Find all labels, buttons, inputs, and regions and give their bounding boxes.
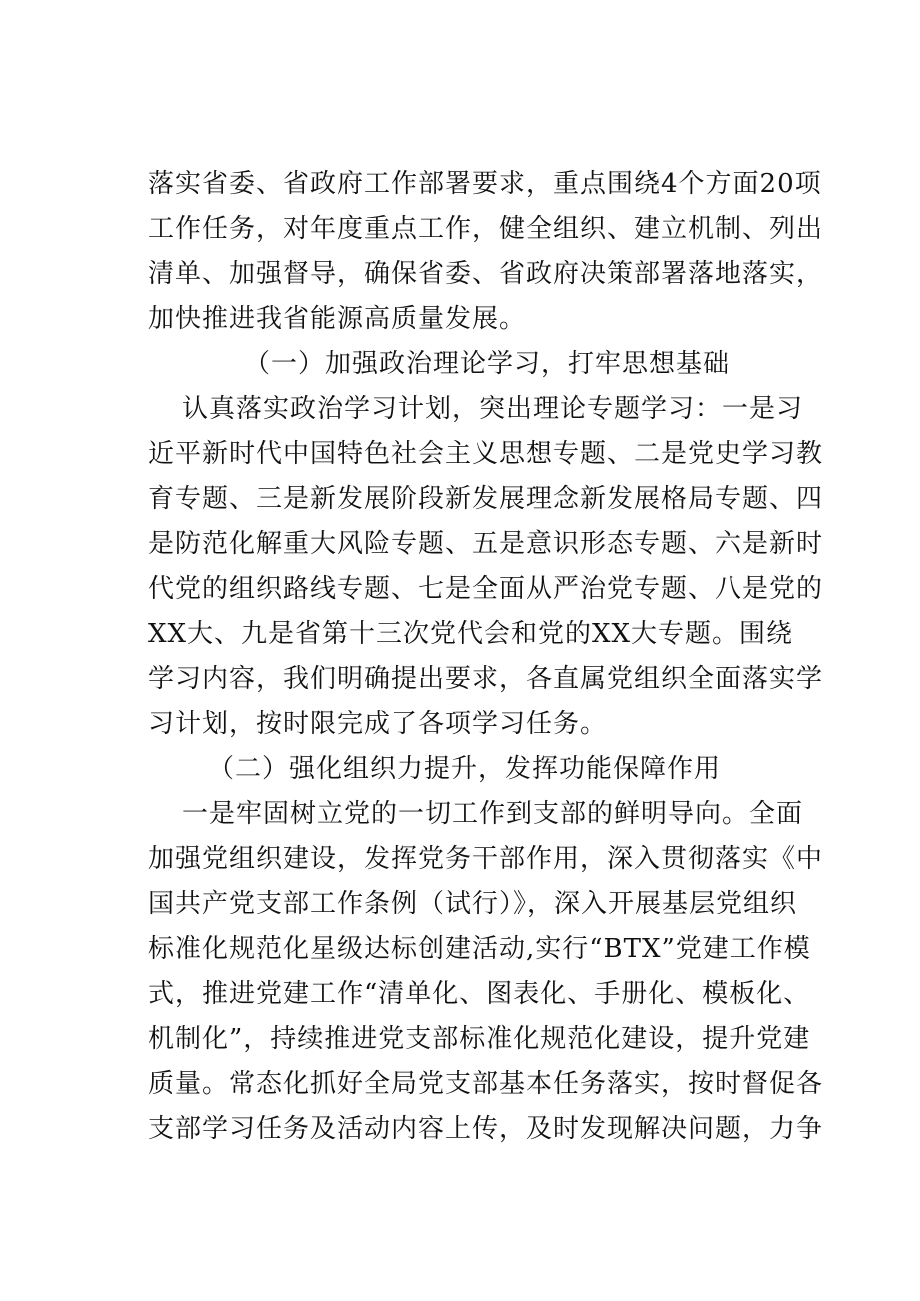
paragraph-line: 代党的组织路线专题、七是全面从严治党专题、八是党的 (148, 574, 824, 604)
paragraph-line: 是防范化解重大风险专题、五是意识形态专题、六是新时 (148, 529, 824, 559)
paragraph-line: 国共产党支部工作条例（试行）》，深入开展基层党组织 (148, 889, 798, 919)
paragraph-line: 质量。常态化抓好全局党支部基本任务落实，按时督促各 (148, 1069, 824, 1099)
paragraph-line: 标准化规范化星级达标创建活动,实行“BTX”党建工作模 (148, 934, 811, 964)
paragraph-line: 一是牢固树立党的一切工作到支部的鲜明导向。全面 (182, 799, 804, 829)
paragraph-line: 机制化”，持续推进党支部标准化规范化建设，提升党建 (148, 1024, 811, 1054)
document-body (148, 162, 824, 1152)
section-heading-2: （二）强化组织力提升，发挥功能保障作用 (208, 754, 722, 784)
paragraph-line: XX大、九是省第十三次党代会和党的XX大专题。围绕 (148, 619, 794, 649)
paragraph-line: 育专题、三是新发展阶段新发展理念新发展格局专题、四 (148, 484, 824, 514)
paragraph-line: 式，推进党建工作“清单化、图表化、手册化、模板化、 (148, 979, 811, 1009)
paragraph-line: 支部学习任务及活动内容上传，及时发现解决问题，力争 (148, 1114, 824, 1144)
paragraph-line: 习计划，按时限完成了各项学习任务。 (148, 709, 608, 739)
paragraph-line: 近平新时代中国特色社会主义思想专题、二是党史学习教 (148, 439, 824, 469)
paragraph-line: 落实省委、省政府工作部署要求，重点围绕4个方面20项 (148, 169, 822, 199)
paragraph-line: 认真落实政治学习计划，突出理论专题学习：一是习 (182, 394, 804, 424)
paragraph-line: 加快推进我省能源高质量发展。 (148, 304, 527, 334)
paragraph-line: 学习内容，我们明确提出要求，各直属党组织全面落实学 (148, 664, 824, 694)
paragraph-line: 工作任务，对年度重点工作，健全组织、建立机制、列出 (148, 214, 824, 244)
paragraph-line: 加强党组织建设，发挥党务干部作用，深入贯彻落实《中 (148, 844, 824, 874)
section-heading-1: （一）加强政治理论学习，打牢思想基础 (244, 349, 731, 379)
paragraph-line: 清单、加强督导，确保省委、省政府决策部署落地落实， (148, 259, 824, 289)
